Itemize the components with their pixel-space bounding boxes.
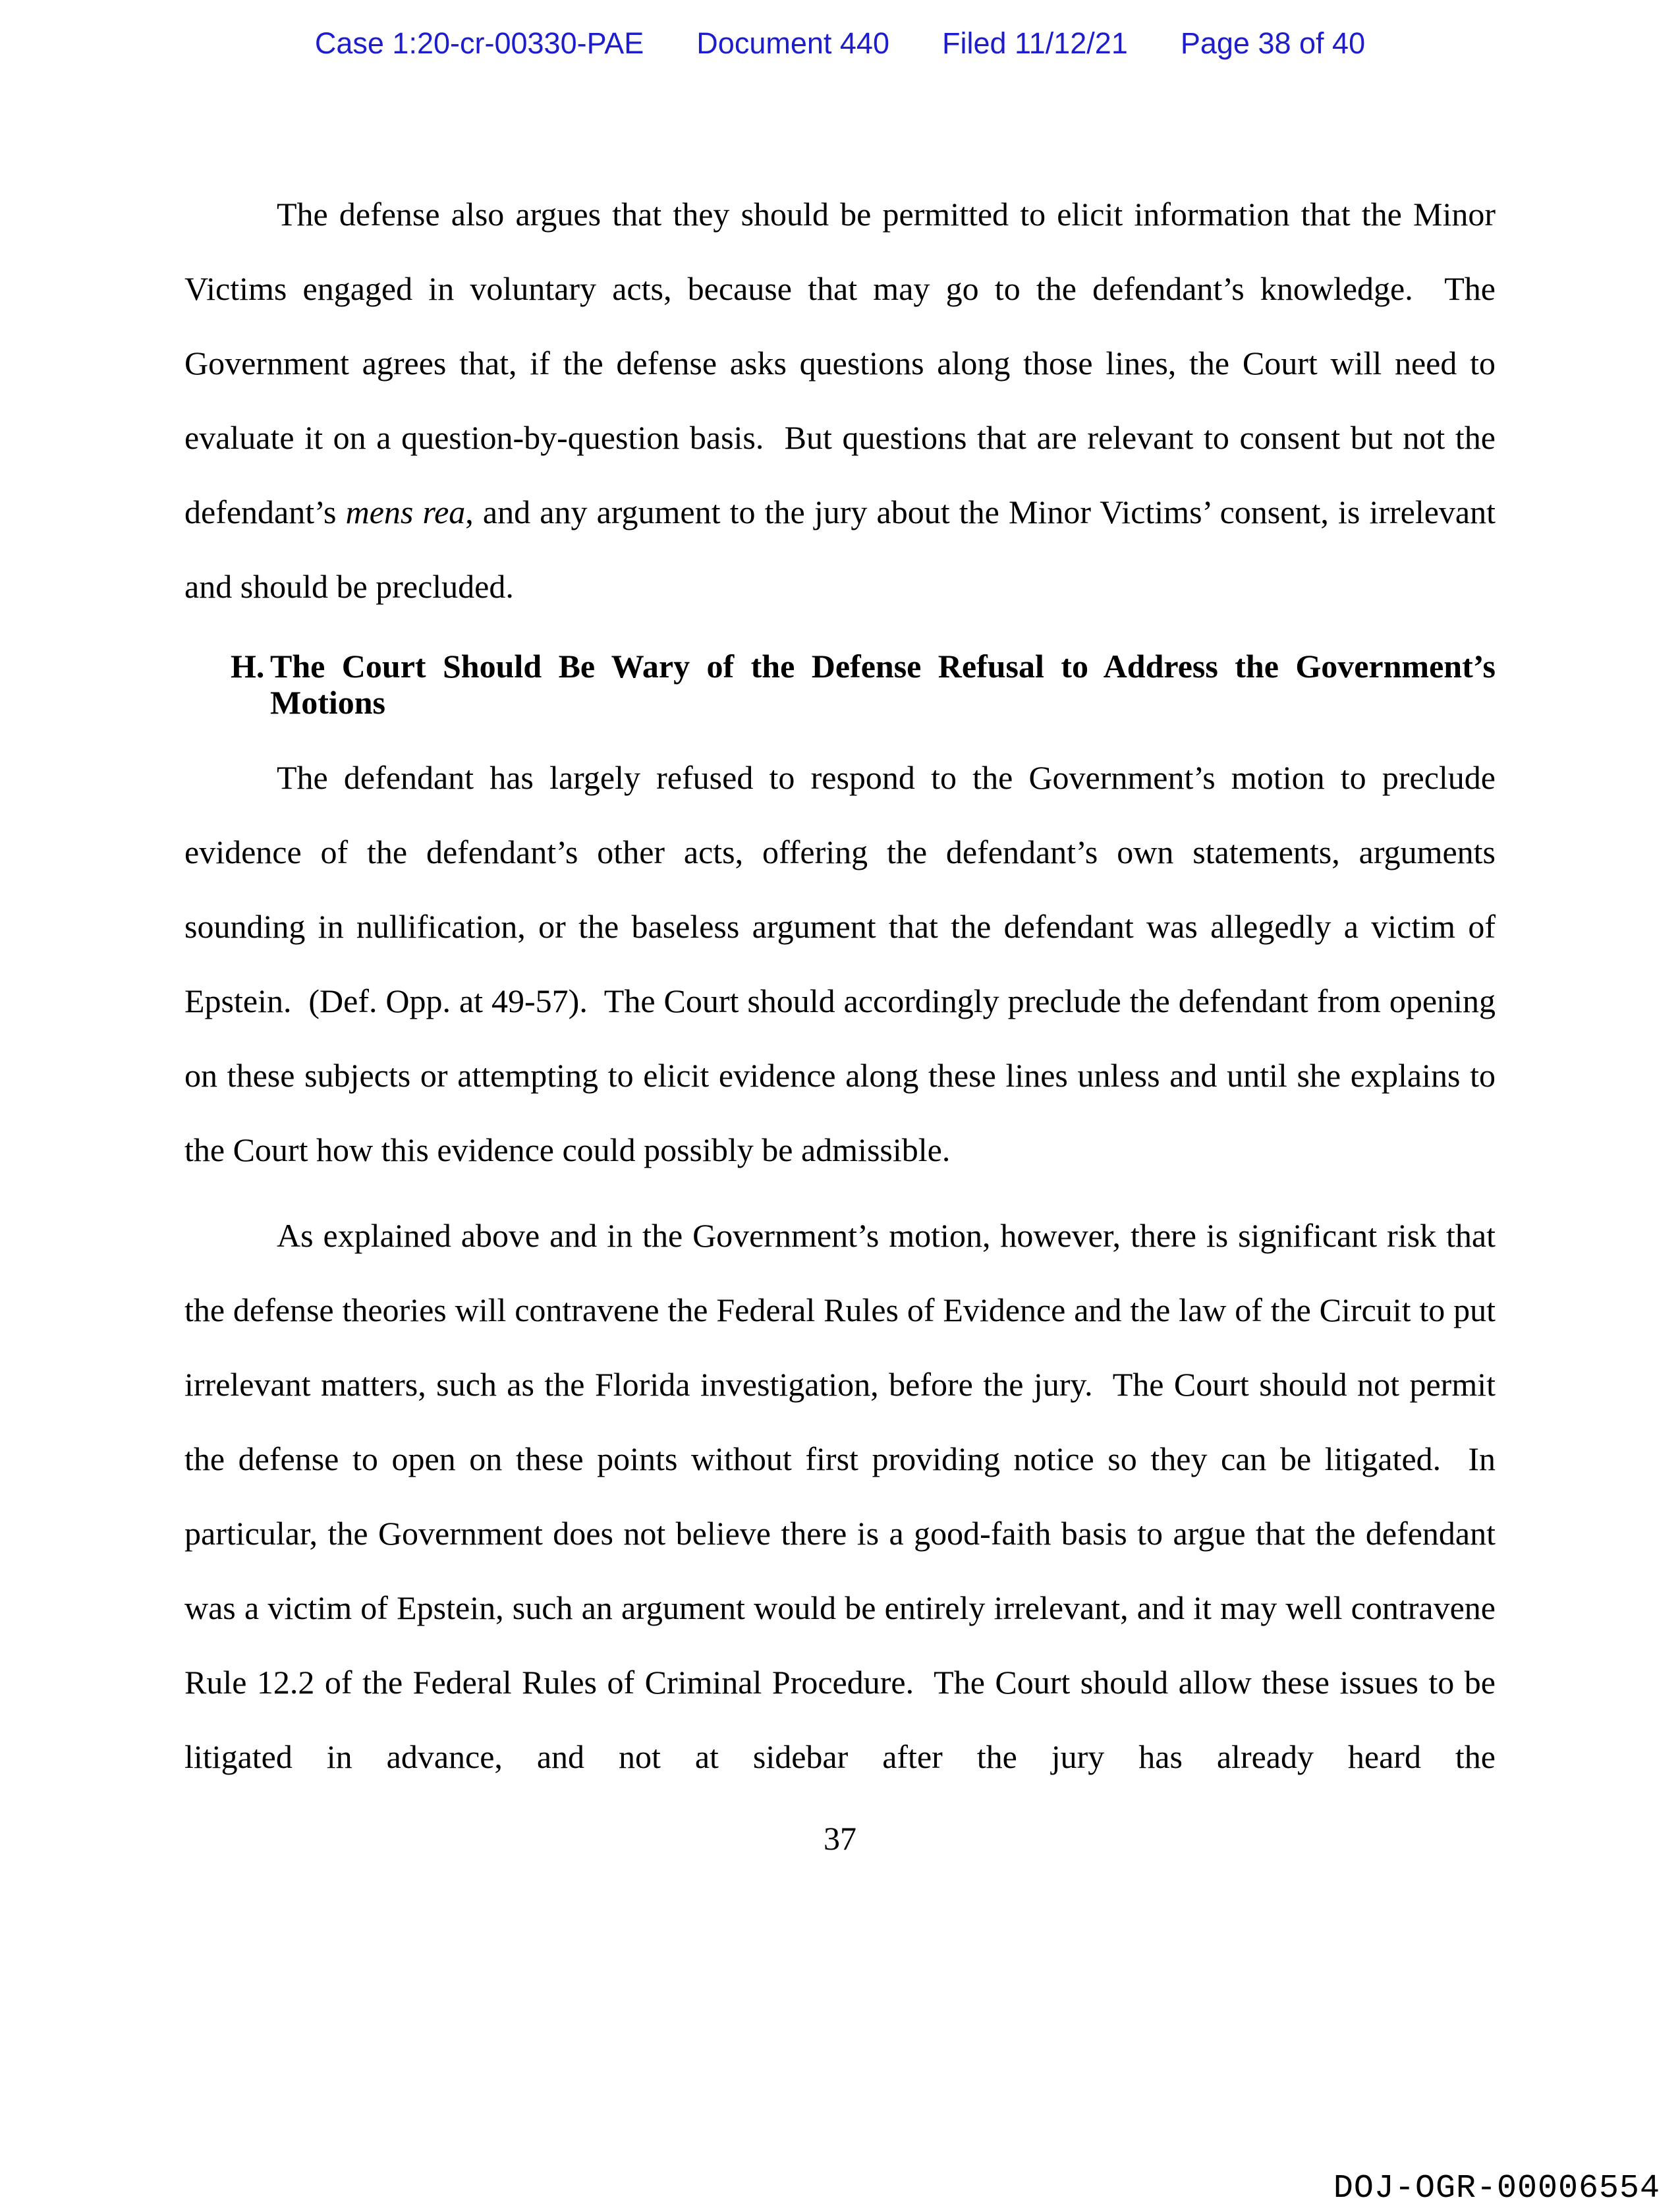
paragraph-text: , and any argument to the jury about the Minor Victims’ consent, is irrelevant and should be precluded. <box>184 494 1504 605</box>
latin-term-italic: mens rea <box>345 494 466 530</box>
document-body <box>184 177 1504 1794</box>
case-number: Case 1:20-cr-00330-PAE <box>314 26 644 60</box>
page-number: 37 <box>824 1820 856 1857</box>
paragraph-defense-refusal: The defendant has largely refused to respond to the Government’s motion to preclude evidence of the defendant’s other acts, offering the defendant’s own statements, arguments sounding in nullification, or the baseless argument that the defendant was allegedly a victim of Epstein. (Def. Opp. at 49-57). The Court should accordingly preclude the defendant from opening on these subjects or attempting to elicit evidence along these lines unless and until she explains to the Court how this evidence could possibly be admissible. <box>184 759 1504 1168</box>
section-heading-h <box>231 648 1496 721</box>
filed-date: Filed 11/12/21 <box>941 26 1128 60</box>
bates-stamp: DOJ-OGR-00006554 <box>1333 2170 1660 2207</box>
header-page-of: Page 38 of 40 <box>1180 26 1366 60</box>
section-letter: H. <box>231 648 265 685</box>
paragraph-consent-argument <box>184 177 1504 624</box>
section-title: The Court Should Be Wary of the Defense Refusal to Address the Government’s Motions <box>270 648 1496 721</box>
court-header-stamp <box>0 25 1680 62</box>
document-number: Document 440 <box>696 26 889 60</box>
paragraph-significant-risk: As explained above and in the Government’s motion, however, there is significant risk that the defense theories will contravene the Federal Rules of Evidence and the law of the Circuit to put irrelevant matters, such as the Florida investigation, before the jury. The Court should not permit the defense to open on these points without first providing notice so they can be litigated. In particular, the Government does not believe there is a good-faith basis to argue that the defendant was a victim of Epstein, such an argument would be entirely irrelevant, and it may well contravene Rule 12.2 of the Federal Rules of Criminal Procedure. The Court should allow these issues to be litigated in advance, and not at sidebar after the jury has already heard the <box>184 1217 1504 1775</box>
paragraph-text: The defense also argues that they should be permitted to elicit information that the Minor Victims engaged in voluntary acts, because that may go to the defendant’s knowledge. The Government agrees that, if the defense asks questions along those lines, the Court will need to evaluate it on a question-by-question basis. But questions that are relevant to consent but not the defendant’s <box>184 196 1504 530</box>
